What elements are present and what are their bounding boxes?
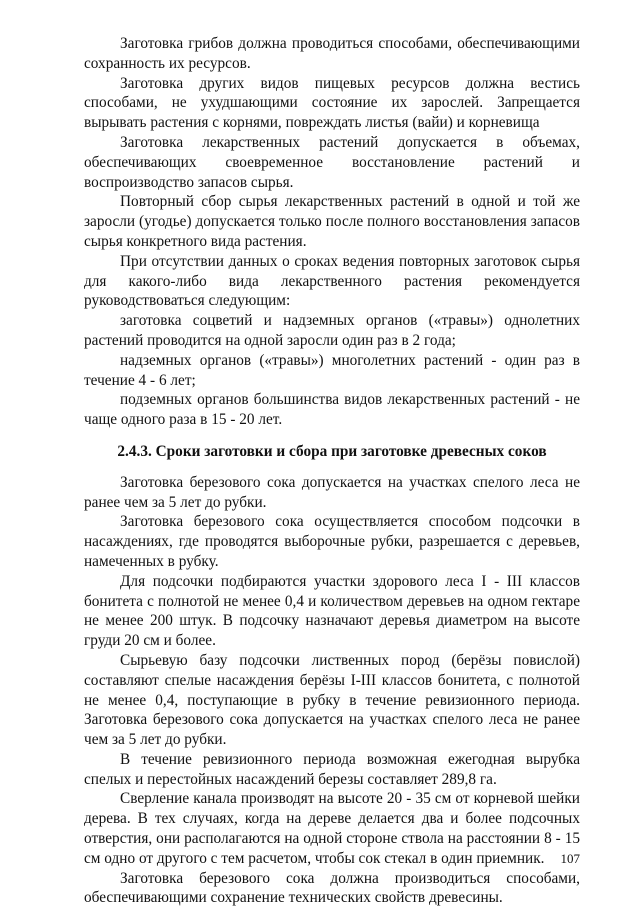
paragraph: надземных органов («травы») многолетних растений - один раз в течение 4 - 6 лет; bbox=[84, 351, 580, 389]
paragraph: заготовка соцветий и надземных органов («травы») однолетних растений проводится на одной заросли один раз в 2 года; bbox=[84, 312, 580, 349]
paragraph: Заготовка березового сока осуществляется способом подсочки в насаждениях, где проводятся выборочные рубки, разрешается с деревьев, намеченных в рубку. bbox=[84, 513, 580, 570]
paragraph: Заготовка других видов пищевых ресурсов должна вестись способами, не ухудшающими состояние их зарослей. Запрещается вырывать растения с корнями, повреждать листья (вайи) и корневища bbox=[84, 74, 580, 132]
page-number: 107 bbox=[560, 851, 580, 866]
paragraph: Заготовка лекарственных растений допускается в объемах, обеспечивающих своевременное восстановление растений и воспроизводство запасов сырья. bbox=[84, 133, 580, 191]
paragraph: Сырьевую базу подсочки лиственных пород (берёзы повислой) составляют спелые насаждения берёзы I-III классов бонитета, с полнотой не менее 0,4, поступающие в рубку в течение ревизионного периода. Заготовка березового сока допускается на участках спелого леса не ранее чем за 5 лет до рубки. bbox=[84, 651, 580, 749]
paragraph: Сверление канала производят на высоте 20 - 35 см от корневой шейки дерева. В тех случаях, когда на дереве делается два и более подсочных отверстия, они располагаются на одной стороне ствола на расстоянии 8 - 15 см одно от другого с тем расчетом, чтобы сок стекал в один приемник. bbox=[84, 790, 580, 867]
paragraph: Заготовка грибов должна проводиться способами, обеспечивающими сохранность их ресурсов. bbox=[84, 35, 580, 72]
paragraph: Заготовка березового сока должна производиться способами, обеспечивающими сохранение технических свойств древесины. bbox=[84, 869, 580, 907]
document-page bbox=[84, 34, 580, 908]
paragraph: подземных органов большинства видов лекарственных растений - не чаще одного раза в 15 - 20 лет. bbox=[84, 391, 580, 429]
paragraph: Заготовка березового сока допускается на участках спелого леса не ранее чем за 5 лет до рубки. bbox=[84, 473, 580, 511]
paragraph: При отсутствии данных о сроках ведения повторных заготовок сырья для какого-либо вида лекарственного растения рекомендуется руководствоваться следующим: bbox=[84, 252, 580, 310]
section-heading: 2.4.3. Сроки заготовки и сбора при заготовке древесных соков bbox=[117, 442, 547, 460]
paragraph: В течение ревизионного периода возможная ежегодная вырубка спелых и перестойных насаждений березы составляет 289,8 га. bbox=[84, 750, 580, 788]
paragraph: Для подсочки подбираются участки здорового леса I - III классов бонитета с полнотой не менее 0,4 и количеством деревьев на одном гектаре не менее 200 штук. В подсочку назначают деревья диаметром на высоте груди 20 см и более. bbox=[84, 572, 580, 650]
paragraph: Повторный сбор сырья лекарственных растений в одной и той же заросли (угодье) допускается только после полного восстановления запасов сырья конкретного вида растения. bbox=[84, 193, 580, 250]
